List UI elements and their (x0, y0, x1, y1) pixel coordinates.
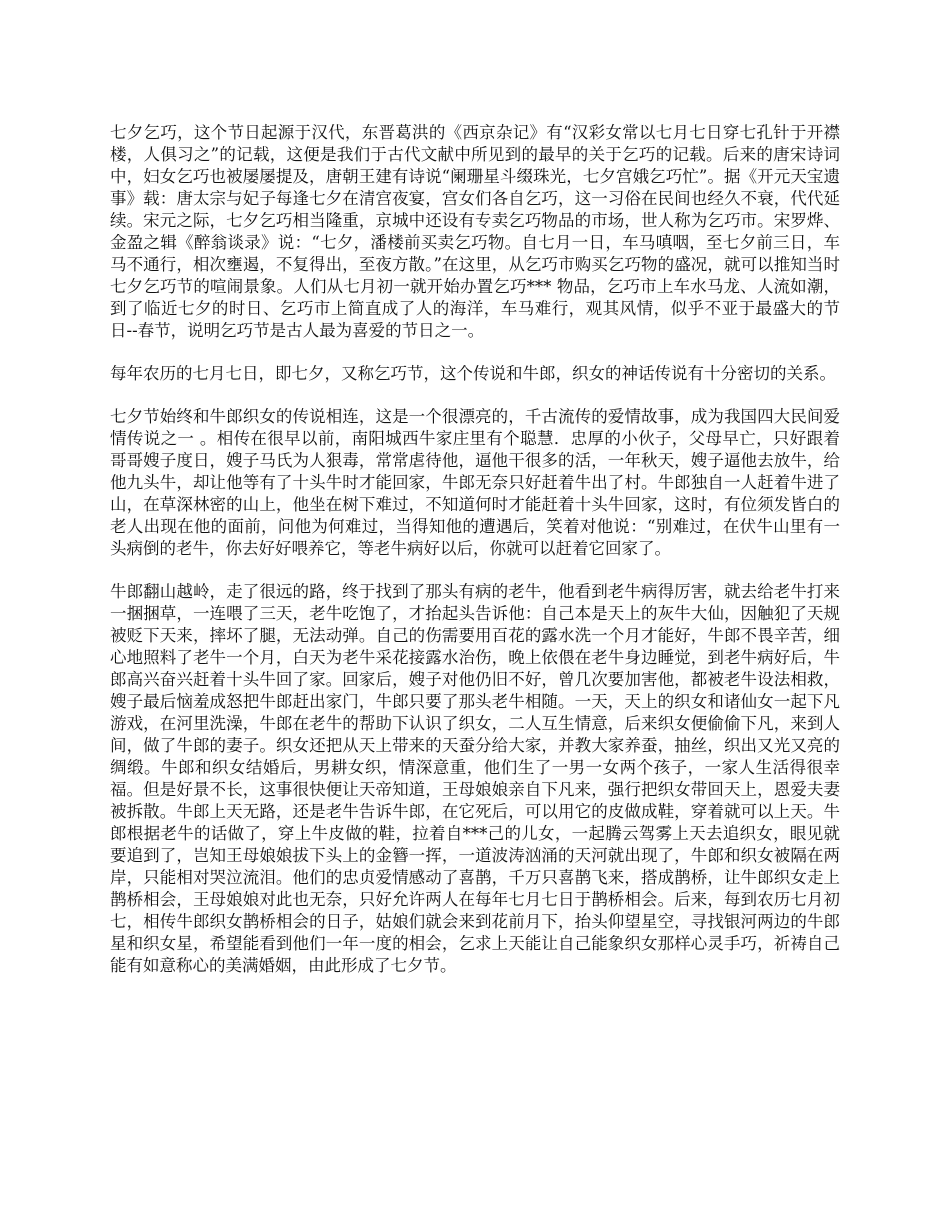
paragraph-cowherd-weaver-story: 牛郎翻山越岭，走了很远的路，终于找到了那头有病的老牛，他看到老牛病得厉害，就去给老牛打来一捆捆草，一连喂了三天，老牛吃饱了，才抬起头告诉他：自己本是天上的灰牛大仙，因触犯了天规被贬下天来，摔坏了腿，无法动弹。自己的伤需要用百花的露水洗一个月才能好，牛郎不畏辛苦，细心地照料了老牛一个月，白天为老牛采花接露水治伤，晚上依偎在老牛身边睡觉，到老牛病好后，牛郎高兴奋兴赶着十头牛回了家。回家后，嫂子对他仍旧不好，曾几次要加害他，都被老牛设法相救，嫂子最后恼羞成怒把牛郎赶出家门，牛郎只要了那头老牛相随。一天，天上的织女和诸仙女一起下凡游戏，在河里洗澡，牛郎在老牛的帮助下认识了织女，二人互生情意，后来织女便偷偷下凡，来到人间，做了牛郎的妻子。织女还把从天上带来的天蚕分给大家，并教大家养蚕，抽丝，织出又光又亮的绸缎。牛郎和织女结婚后，男耕女织，情深意重，他们生了一男一女两个孩子，一家人生活得很幸福。但是好景不长，这事很快便让天帝知道，王母娘娘亲自下凡来，强行把织女带回天上，恩爱夫妻被拆散。牛郎上天无路，还是老牛告诉牛郎，在它死后，可以用它的皮做成鞋，穿着就可以上天。牛郎根据老牛的话做了，穿上牛皮做的鞋，拉着自***己的儿女，一起腾云驾雾上天去追织女，眼见就要追到了，岂知王母娘娘拔下头上的金簪一挥，一道波涛汹涌的天河就出现了，牛郎和织女被隔在两岸，只能相对哭泣流泪。他们的忠贞爱情感动了喜鹊，千万只喜鹊飞来，搭成鹊桥，让牛郎织女走上鹊桥相会，王母娘娘对此也无奈，只好允许两人在每年七月七日于鹊桥相会。后来，每到农历七月初七，相传牛郎织女鹊桥相会的日子，姑娘们就会来到花前月下，抬头仰望星空，寻找银河两边的牛郎星和织女星，希望能看到他们一年一度的相会，乞求上天能让自己能象织女那样心灵手巧，祈祷自己能有如意称心的美满婚姻，由此形成了七夕节。 (110, 582, 840, 975)
paragraph-qixi-intro: 每年农历的七月七日，即七夕，又称乞巧节，这个传说和牛郎，织女的神话传说有十分密切的关系。 (110, 364, 836, 383)
paragraph-qiqiao-origin: 七夕乞巧，这个节日起源于汉代，东晋葛洪的《西京杂记》有“汉彩女常以七月七日穿七孔针于开襟楼，人俱习之”的记载，这便是我们于古代文献中所见到的最早的关于乞巧的记载。后来的唐宋诗词中，妇女乞巧也被屡屡提及，唐朝王建有诗说“阑珊星斗缀珠光，七夕宫娥乞巧忙”。据《开元天宝遗事》载：唐太宗与妃子每逢七夕在清宫夜宴，宫女们各自乞巧，这一习俗在民间也经久不衰，代代延续。宋元之际，七夕乞巧相当隆重，京城中还设有专卖乞巧物品的市场，世人称为乞巧市。宋罗烨、金盈之辑《醉翁谈录》说：“七夕，潘楼前买卖乞巧物。自七月一日，车马嗔咽，至七夕前三日，车马不通行，相次壅遏，不复得出，至夜方散。”在这里，从乞巧市购买乞巧物的盛况，就可以推知当时七夕乞巧节的喧闹景象。人们从七月初一就开始办置乞巧*** 物品，乞巧市上车水马龙、人流如潮，到了临近七夕的时日、乞巧市上简直成了人的海洋，车马难行，观其风情，似乎不亚于最盛大的节日--春节，说明乞巧节是古人最为喜爱的节日之一。 (110, 123, 840, 340)
document-body (110, 122, 840, 998)
paragraph-cowherd-legend: 七夕节始终和牛郎织女的传说相连，这是一个很漂亮的，千古流传的爱情故事，成为我国四大民间爱情传说之一 。相传在很早以前，南阳城西牛家庄里有个聪慧．忠厚的小伙子，父母早亡，只好跟着哥哥嫂子度日，嫂子马氏为人狠毒，常常虐待他，逼他干很多的活，一年秋天，嫂子逼他去放牛，给他九头牛，却让他等有了十头牛时才能回家，牛郎无奈只好赶着牛出了村。牛郎独自一人赶着牛进了山，在草深林密的山上，他坐在树下难过，不知道何时才能赶着十头牛回家，这时，有位须发皆白的老人出现在他的面前，问他为何难过，当得知他的遭遇后，笑着对他说：“别难过，在伏牛山里有一头病倒的老牛，你去好好喂养它，等老牛病好以后，你就可以赶着它回家了。 (110, 407, 840, 558)
